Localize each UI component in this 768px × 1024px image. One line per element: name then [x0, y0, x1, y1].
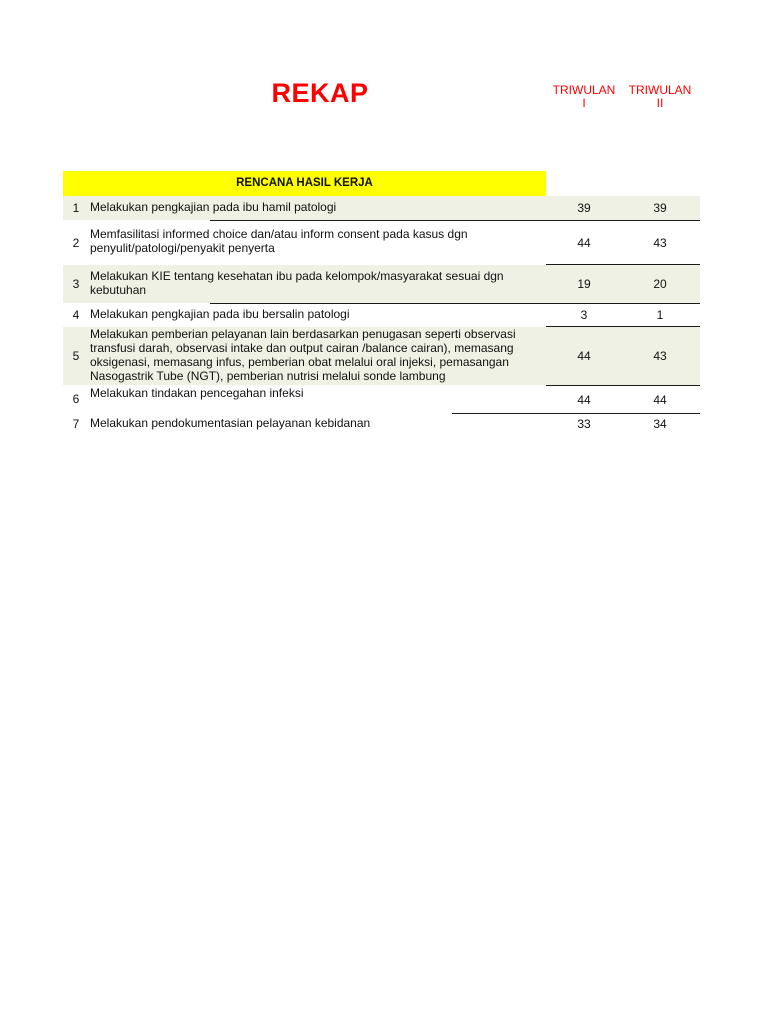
row-value-triwulan-1: 44: [577, 392, 591, 407]
row-value-triwulan-1: 3: [580, 308, 588, 322]
row-number: 5: [72, 349, 80, 363]
row-value-triwulan-2: 44: [653, 392, 667, 407]
column-header-triwulan-1: [546, 84, 622, 110]
page-title: REKAP: [271, 78, 369, 108]
table-row: [63, 386, 700, 413]
column-header-line: TRIWULAN: [552, 83, 616, 97]
row-divider: [210, 220, 700, 221]
row-description: Melakukan pengkajian pada ibu hamil patologi: [90, 200, 337, 214]
row-description: Melakukan pemberian pelayanan lain berdasarkan penugasan seperti observasi transfusi darah, observasi intake dan output cairan /balance cairan), memasang oksigenasi, memasang infus, pemberian obat melalui oral injeksi, pemasangan Nasogastrik Tube (NGT), pemberian nutrisi melalui sonde lambung: [90, 327, 516, 383]
row-value-triwulan-2: 1: [656, 308, 664, 322]
column-header-line: TRIWULAN: [628, 83, 692, 97]
table-row: [63, 221, 700, 264]
row-divider: [546, 385, 700, 386]
row-number: 3: [72, 277, 80, 291]
row-number: 7: [72, 417, 80, 431]
row-number: 2: [72, 235, 80, 250]
row-number: 1: [72, 201, 80, 215]
table-row: [63, 304, 700, 326]
row-number: 6: [72, 392, 80, 406]
row-value-triwulan-1: 44: [577, 349, 591, 363]
row-value-triwulan-1: 33: [577, 417, 591, 431]
column-header-triwulan-2: [622, 84, 698, 110]
row-divider: [210, 303, 700, 304]
row-description: Melakukan tindakan pencegahan infeksi: [90, 386, 304, 400]
row-value-triwulan-2: 43: [653, 349, 667, 363]
table-header: RENCANA HASIL KERJA: [63, 171, 546, 196]
column-header-line: I: [582, 96, 586, 110]
row-number: 4: [72, 308, 80, 322]
table-row: [63, 265, 700, 303]
row-value-triwulan-1: 39: [577, 201, 591, 215]
row-description: Melakukan pendokumentasian pelayanan kebidanan: [90, 416, 371, 430]
row-description: Melakukan KIE tentang kesehatan ibu pada kelompok/masyarakat sesuai dgn kebutuhan: [90, 269, 504, 297]
row-description: Melakukan pengkajian pada ibu bersalin patologi: [90, 307, 350, 321]
row-value-triwulan-1: 44: [577, 235, 591, 250]
row-value-triwulan-2: 43: [653, 235, 667, 250]
column-header-line: II: [656, 96, 664, 110]
row-value-triwulan-1: 19: [577, 277, 591, 291]
row-value-triwulan-2: 39: [653, 201, 667, 215]
row-divider: [546, 264, 700, 265]
table-row: [63, 196, 700, 220]
row-divider: [546, 326, 700, 327]
row-divider: [452, 413, 700, 414]
row-description: Memfasilitasi informed choice dan/atau inform consent pada kasus dgn penyulit/patologi/penyakit penyerta: [90, 227, 468, 255]
row-value-triwulan-2: 20: [653, 277, 667, 291]
table-row: [63, 327, 700, 385]
table-row: [63, 414, 700, 434]
row-value-triwulan-2: 34: [653, 417, 667, 431]
